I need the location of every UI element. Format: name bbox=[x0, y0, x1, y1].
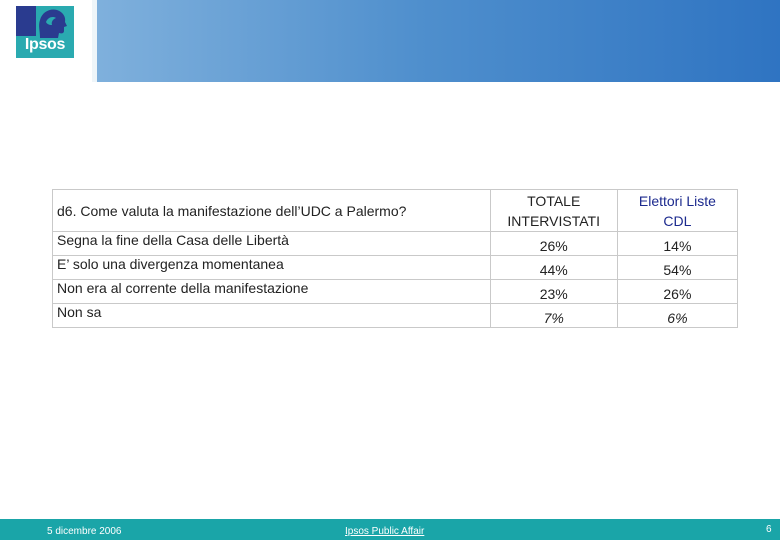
column-header-cdl-line1: Elettori Liste bbox=[638, 192, 716, 209]
row-label: E’ solo una divergenza momentanea bbox=[53, 256, 491, 280]
total-value-cell bbox=[490, 232, 617, 256]
table-row bbox=[53, 280, 738, 304]
header-banner bbox=[0, 0, 780, 82]
logo-navy-block bbox=[16, 6, 36, 36]
table-header-row bbox=[53, 190, 738, 232]
footer-bar bbox=[0, 519, 780, 540]
question-text: d6. Come valuta la manifestazione dell’UDC a Palermo? bbox=[53, 190, 491, 232]
column-header-cdl bbox=[617, 190, 737, 232]
cdl-value: 26% bbox=[663, 286, 692, 302]
cdl-value: 54% bbox=[663, 262, 692, 278]
table-row bbox=[53, 256, 738, 280]
column-header-total bbox=[490, 190, 617, 232]
footer-organization-link[interactable]: Ipsos Public Affair bbox=[345, 526, 425, 537]
column-header-cdl-line2: CDL bbox=[663, 212, 692, 229]
cdl-value-cell bbox=[617, 304, 737, 328]
table-row bbox=[53, 304, 738, 328]
column-header-total-line1: TOTALE bbox=[527, 192, 581, 209]
row-label: Segna la fine della Casa delle Libertà bbox=[53, 232, 491, 256]
cdl-value: 14% bbox=[663, 238, 692, 254]
ipsos-logo bbox=[16, 6, 74, 58]
total-value-cell bbox=[490, 280, 617, 304]
total-value-cell bbox=[490, 256, 617, 280]
column-header-total-line2: INTERVISTATI bbox=[507, 212, 600, 229]
cdl-value: 6% bbox=[667, 310, 688, 326]
row-label: Non sa bbox=[53, 304, 491, 328]
logo-wordmark: Ipsos bbox=[24, 36, 66, 53]
total-value-cell bbox=[490, 304, 617, 328]
table-row bbox=[53, 232, 738, 256]
total-value: 7% bbox=[543, 310, 564, 326]
footer-date: 5 dicembre 2006 bbox=[47, 526, 122, 537]
page-number: 6 bbox=[766, 524, 772, 535]
row-label: Non era al corrente della manifestazione bbox=[53, 280, 491, 304]
survey-results-table bbox=[52, 189, 738, 328]
total-value: 26% bbox=[539, 238, 568, 254]
total-value: 23% bbox=[539, 286, 568, 302]
cdl-value-cell bbox=[617, 280, 737, 304]
cdl-value-cell bbox=[617, 232, 737, 256]
total-value: 44% bbox=[539, 262, 568, 278]
cdl-value-cell bbox=[617, 256, 737, 280]
head-silhouette-icon bbox=[34, 8, 68, 38]
